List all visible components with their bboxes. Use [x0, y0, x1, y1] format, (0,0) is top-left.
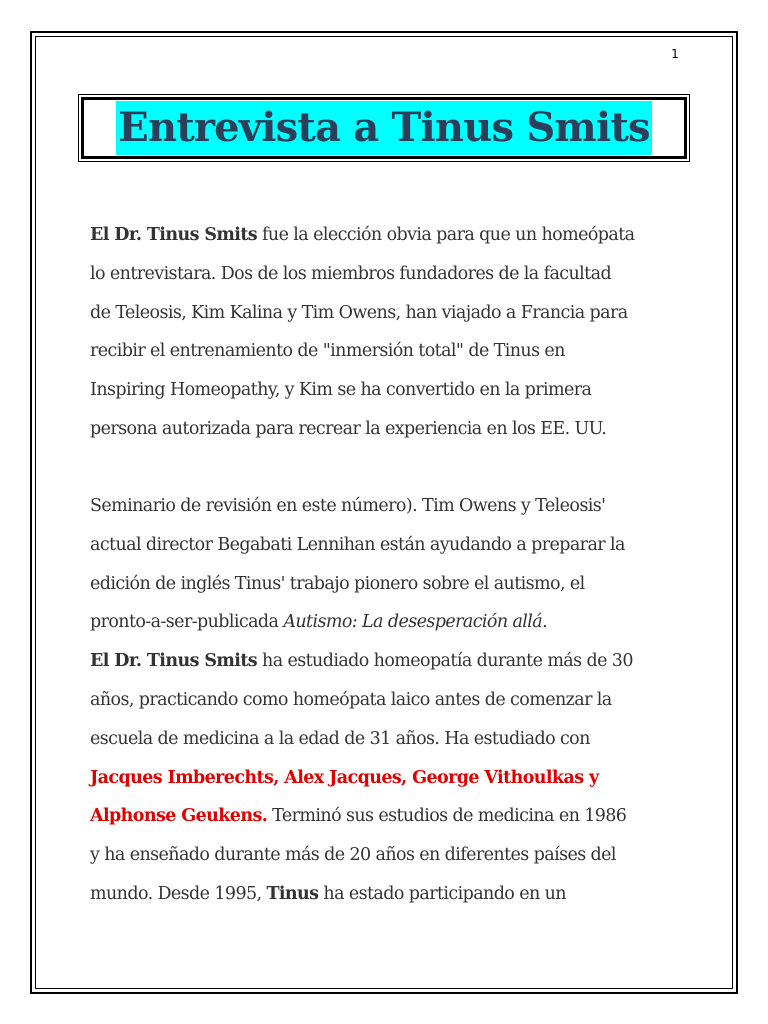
text-line: lo entrevistara. Dos de los miembros fundadores de la facultad: [90, 263, 612, 284]
text-span: .: [542, 612, 548, 633]
text-line: años, practicando como homeópata laico antes de comenzar la: [90, 689, 612, 710]
paragraph-biography: [90, 487, 690, 914]
page-number: 1: [671, 47, 679, 61]
text-span: ha estudiado homeopatía durante más de 30: [257, 651, 633, 672]
text-line: y ha enseñado durante más de 20 años en diferentes países del: [90, 845, 616, 866]
bold-name: El Dr. Tinus Smits: [90, 651, 258, 672]
text-span: mundo. Desde 1995,: [90, 883, 267, 904]
paragraph-intro: [90, 216, 690, 449]
text-line: de Teleosis, Kim Kalina y Tim Owens, han viajado a Francia para: [90, 302, 628, 323]
page-title: Entrevista a Tinus Smits: [116, 101, 651, 155]
text-line: persona autorizada para recrear la experiencia en los EE. UU.: [90, 418, 607, 439]
title-frame: [81, 97, 687, 159]
teachers-names: Alphonse Geukens.: [90, 806, 268, 827]
text-span: fue la elección obvia para que un homeópata: [257, 225, 635, 245]
text-line: recibir el entrenamiento de "inmersión total" de Tinus en: [90, 341, 565, 362]
text-line: escuela de medicina a la edad de 31 años. Ha estudiado con: [90, 728, 590, 749]
text-line: Seminario de revisión en este número). Tim Owens y Teleosis': [90, 496, 606, 516]
text-line: edición de inglés Tinus' trabajo pionero sobre el autismo, el: [90, 573, 585, 594]
text-line: actual director Begabati Lennihan están ayudando a preparar la: [90, 534, 625, 555]
bold-name: Tinus: [266, 883, 319, 904]
text-line: [90, 216, 690, 255]
book-title: Autismo: La desesperación allá: [283, 612, 543, 633]
text-span: ha estado participando en un: [318, 883, 566, 904]
text-line: Inspiring Homeopathy, y Kim se ha convertido en la primera: [90, 380, 592, 401]
teachers-names: Jacques Imberechts, Alex Jacques, George Vithoulkas y: [90, 767, 599, 788]
text-line: [90, 642, 690, 681]
text-span: Terminó sus estudios de medicina en 1986: [267, 806, 627, 827]
text-span: pronto-a-ser-publicada: [90, 612, 284, 633]
text-line: [90, 797, 690, 836]
bold-name: El Dr. Tinus Smits: [90, 225, 258, 245]
text-line: [90, 875, 690, 914]
text-line: [90, 603, 690, 642]
